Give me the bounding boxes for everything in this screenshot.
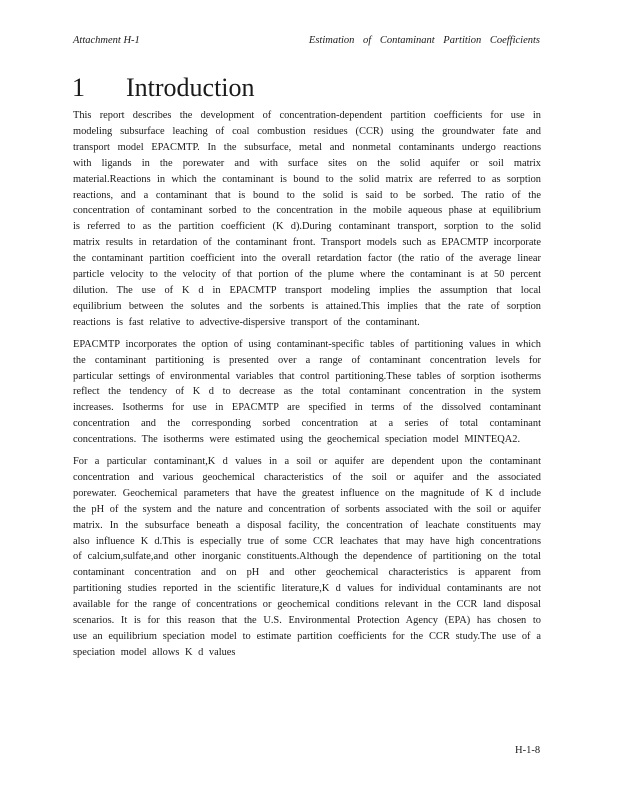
paragraph-3: For a particular contaminant,K d values in a soil or aquifer are dependent upon the contaminant concentration and various geochemical characteristics of the soil or aquifer and the associated porewater. Geochemical parameters that have the greatest influence on the magnitude of K d include the pH of the system and the nature and concentration of sorbents associated with the soil or aquifer matrix. In the subsurface beneath a disposal facility, the concentration of leachate constituents may also influence K d.This is especially true of some CCR leachates that may have high concentrations of calcium,sulfate,and other inorganic constituents.Although the dependence of partitioning on the total contaminant concentration and on pH and other geochemical characteristics is apparent from partitioning studies reported in the scientific literature,K d values for individual contaminants are not available for the range of concentrations or geochemical conditions relevant in the CCR land disposal scenarios. It is for this reason that the U.S. Environmental Protection Agency (EPA) has chosen to use an equilibrium speciation model to estimate partition coefficients for the CCR study.The use of a speciation model allows K d values bbox=[73, 456, 541, 658]
paragraph-2: EPACMTP incorporates the option of using contaminant-specific tables of partitioning values in which the contaminant partitioning is presented over a range of contaminant concentration levels for particular settings of environmental variables that control partitioning.These tables of sorption isotherms reflect the tendency of K d to decrease as the total contaminant concentration in the system increases. Isotherms for use in EPACMTP are specified in terms of the dissolved contaminant concentration and the corresponding sorbed concentration at a series of total contaminant concentrations. The isotherms were estimated using the geochemical speciation model MINTEQA2. bbox=[73, 338, 541, 446]
section-number: 1 bbox=[72, 73, 85, 102]
body-text bbox=[73, 108, 541, 667]
paragraph-1: This report describes the development of concentration-dependent partition coefficients for use in modeling subsurface leaching of coal combustion residues (CCR) using the groundwater fate and transport model EPACMTP. In the subsurface, metal and nonmetal contaminants undergo reactions with ligands in the porewater and with surface sites on the solid aquifer or soil matrix material.Reactions in which the contaminant is bound to the solid matrix are referred to as sorption reactions, and a contaminant that is bound to the solid is said to be sorbed. The ratio of the concentration of contaminant sorbed to the concentration in the mobile aqueous phase at equilibrium is referred to as the partition coefficient (K d).During contaminant transport, sorption to the solid matrix results in retardation of the contaminant front. Transport models such as EPACMTP incorporate the contaminant partition coefficient into the overall retardation factor (the ratio of the average linear particle velocity to the velocity of that portion of the plume where the contaminant is at 50 percent dilution. The use of K d in EPACMTP transport modeling implies the assumption that local equilibrium between the solutes and the sorbents is attained.This implies that the rate of sorption reactions is fast relative to advective-dispersive transport of the contaminant. bbox=[73, 110, 541, 328]
header-document-title: Estimation of Contaminant Partition Coefficients bbox=[308, 35, 540, 46]
section-heading bbox=[72, 72, 255, 104]
header-attachment-label: Attachment H-1 bbox=[73, 35, 140, 46]
section-title: Introduction bbox=[126, 73, 255, 102]
page-header bbox=[73, 35, 540, 51]
page-number: H-1-8 bbox=[515, 745, 541, 756]
